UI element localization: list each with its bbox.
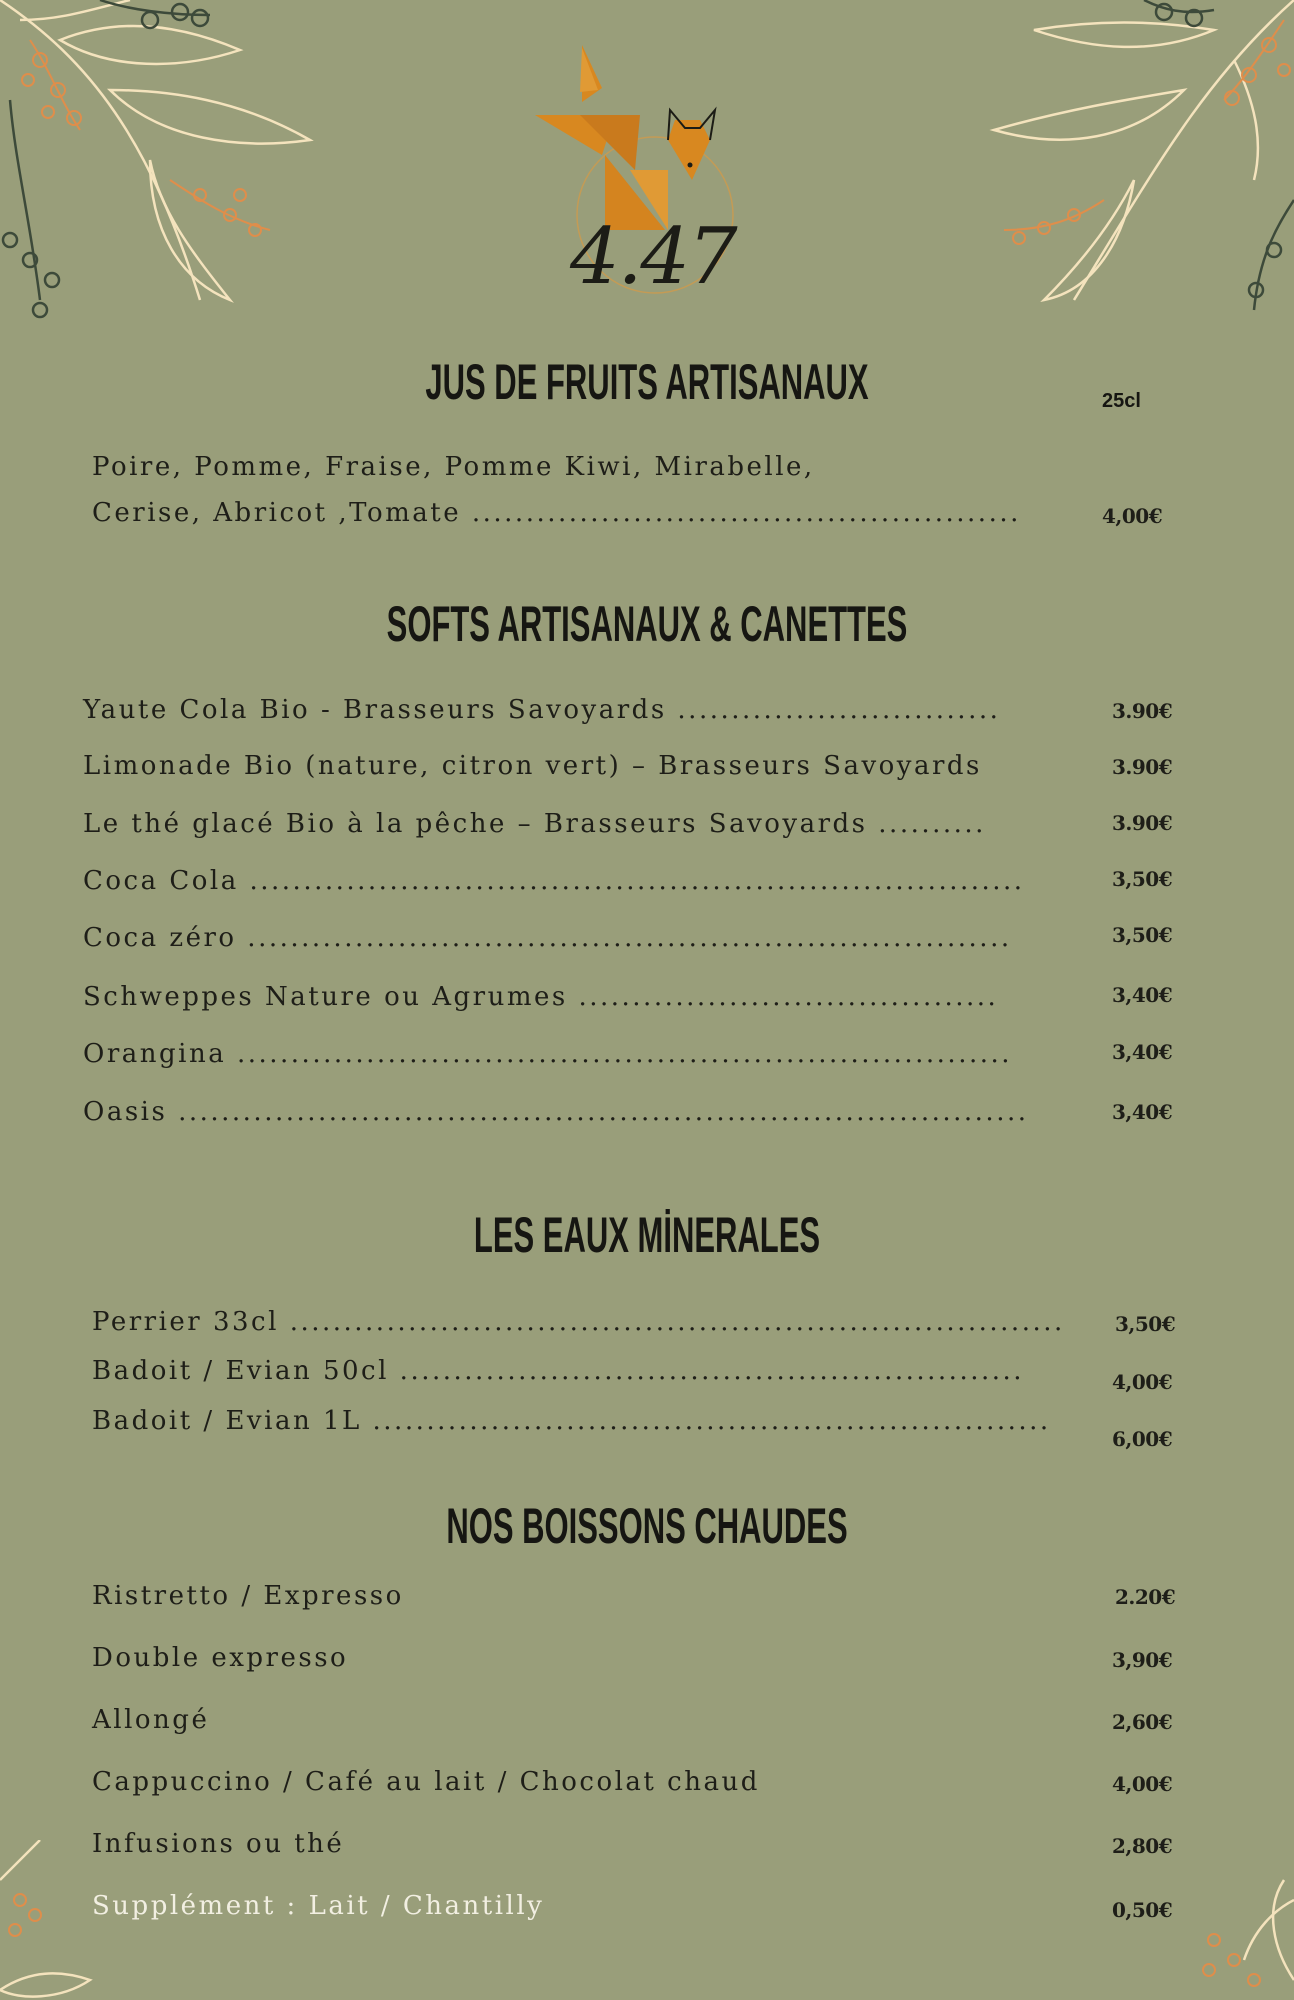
item-price: 3,40€ bbox=[1112, 983, 1173, 1007]
item-price: 2,80€ bbox=[1112, 1834, 1173, 1858]
list-item: Badoit / Evian 1L ............................................................... bbox=[92, 1406, 1051, 1436]
list-item: Schweppes Nature ou Agrumes ....................................... bbox=[83, 982, 999, 1012]
section-title-softs: SOFTS ARTISANAUX & CANETTES bbox=[386, 596, 908, 652]
leaf-branch-bottom-right-icon bbox=[1184, 1870, 1294, 2000]
item-price: 3,90€ bbox=[1112, 1648, 1173, 1672]
list-item: Coca Cola ........................................................................ bbox=[83, 866, 1025, 896]
list-item: Infusions ou thé bbox=[92, 1829, 345, 1859]
list-item: Cappuccino / Café au lait / Chocolat chaud bbox=[92, 1767, 760, 1797]
supplement-item: Supplément : Lait / Chantilly bbox=[92, 1891, 545, 1921]
item-price: 3.90€ bbox=[1112, 699, 1173, 723]
section-title-chaudes: NOS BOISSONS CHAUDES bbox=[446, 1498, 848, 1554]
list-item: Ristretto / Expresso bbox=[92, 1581, 404, 1611]
list-item: Limonade Bio (nature, citron vert) – Brasseurs Savoyards bbox=[83, 751, 982, 781]
item-price: 0,50€ bbox=[1112, 1898, 1173, 1922]
item-price: 2,60€ bbox=[1112, 1710, 1173, 1734]
list-item: Yaute Cola Bio - Brasseurs Savoyards .............................. bbox=[83, 695, 1001, 725]
restaurant-logo bbox=[520, 40, 770, 330]
item-price: 3,50€ bbox=[1112, 923, 1173, 947]
list-item: Oasis ............................................................................... bbox=[83, 1097, 1029, 1127]
volume-label: 25cl bbox=[1102, 390, 1141, 412]
item-price: 3.90€ bbox=[1112, 811, 1173, 835]
leaf-branch-top-right-icon bbox=[984, 0, 1294, 330]
list-item: Perrier 33cl ........................................................................ bbox=[92, 1307, 1065, 1337]
item-price: 4,00€ bbox=[1112, 1772, 1173, 1796]
jus-line-1: Poire, Pomme, Fraise, Pomme Kiwi, Mirabelle, bbox=[92, 452, 815, 482]
jus-line-2: Cerise, Abricot ,Tomate ................................................... bbox=[92, 498, 1021, 528]
item-price: 4,00€ bbox=[1112, 1370, 1173, 1394]
item-price: 3,50€ bbox=[1112, 867, 1173, 891]
section-title-eaux: LES EAUX MİNERALES bbox=[473, 1207, 821, 1263]
section-title-jus: JUS DE FRUITS ARTISANAUX bbox=[425, 354, 869, 410]
item-price: 6,00€ bbox=[1112, 1427, 1173, 1451]
jus-price: 4,00€ bbox=[1102, 504, 1163, 528]
list-item: Coca zéro ....................................................................... bbox=[83, 923, 1012, 953]
list-item: Badoit / Evian 50cl .......................................................... bbox=[92, 1356, 1025, 1386]
leaf-branch-bottom-left-icon bbox=[0, 1840, 100, 2000]
list-item: Allongé bbox=[92, 1705, 210, 1735]
item-price: 3,40€ bbox=[1112, 1040, 1173, 1064]
item-price: 3,50€ bbox=[1115, 1312, 1176, 1336]
item-price: 3,40€ bbox=[1112, 1100, 1173, 1124]
leaf-branch-top-left-icon bbox=[0, 0, 330, 330]
list-item: Double expresso bbox=[92, 1643, 349, 1673]
list-item: Le thé glacé Bio à la pêche – Brasseurs Savoyards .......... bbox=[83, 809, 986, 839]
logo-wordmark: 4.47 bbox=[570, 212, 736, 302]
list-item: Orangina ........................................................................ bbox=[83, 1039, 1013, 1069]
item-price: 2.20€ bbox=[1115, 1585, 1176, 1609]
item-price: 3.90€ bbox=[1112, 755, 1173, 779]
